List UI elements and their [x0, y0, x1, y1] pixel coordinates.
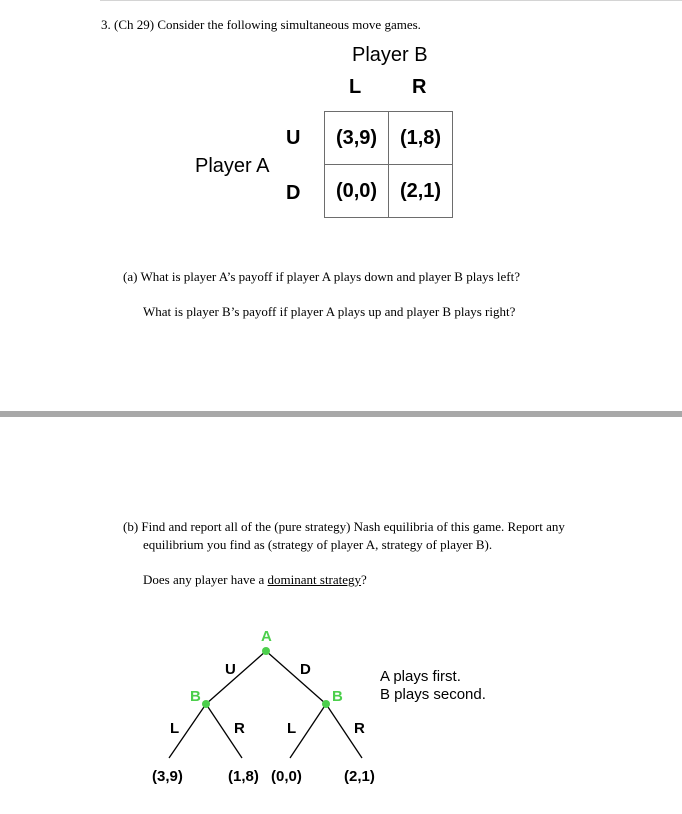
col-label-l: L	[349, 76, 362, 98]
note-b-plays-second: B plays second.	[380, 686, 486, 703]
part-b-line-2: equilibrium you find as (strategy of player A, strategy of player B).	[143, 537, 493, 552]
dominant-prefix: Does any player have a	[143, 572, 268, 587]
right-branch-r: R	[354, 720, 365, 737]
payoff-dl: (0,0)	[271, 768, 302, 785]
root-node	[262, 647, 270, 655]
row-label-u: U	[286, 127, 301, 149]
payoff-dr: (2,1)	[344, 768, 375, 785]
part-a-question-2: What is player B’s payoff if player A plays up and player B plays right?	[143, 304, 516, 319]
cell-d-l: (0,0)	[325, 165, 389, 218]
part-b-line-1: (b) Find and report all of the (pure strategy) Nash equilibria of this game. Report any	[123, 519, 565, 534]
payoff-ur: (1,8)	[228, 768, 259, 785]
left-b-node	[202, 700, 210, 708]
note-a-plays-first: A plays first.	[380, 668, 461, 685]
right-branch-l: L	[287, 720, 297, 737]
branch-label-d: D	[300, 661, 311, 678]
dominant-strategy-link[interactable]: dominant strategy	[267, 572, 362, 587]
dominant-suffix: ?	[361, 572, 367, 587]
player-a-label: Player A	[195, 155, 270, 177]
row-label-d: D	[286, 182, 301, 204]
branch-down-line	[266, 651, 326, 704]
left-node-label-b: B	[190, 688, 201, 705]
col-label-r: R	[412, 76, 427, 98]
left-branch-r: R	[234, 720, 245, 737]
cell-u-r: (1,8)	[389, 112, 453, 165]
right-node-label-b: B	[332, 688, 343, 705]
part-a-question-1: (a) What is player A’s payoff if player A plays down and player B plays left?	[123, 269, 521, 284]
player-b-label: Player B	[352, 44, 428, 66]
question-header: 3. (Ch 29) Consider the following simultaneous move games.	[101, 17, 421, 32]
branch-label-u: U	[225, 661, 236, 678]
branch-up-line	[206, 651, 266, 704]
root-label-a: A	[261, 628, 272, 645]
right-b-node	[322, 700, 330, 708]
left-branch-l: L	[170, 720, 180, 737]
payoff-ul: (3,9)	[152, 768, 183, 785]
cell-u-l: (3,9)	[325, 112, 389, 165]
cell-d-r: (2,1)	[389, 165, 453, 218]
